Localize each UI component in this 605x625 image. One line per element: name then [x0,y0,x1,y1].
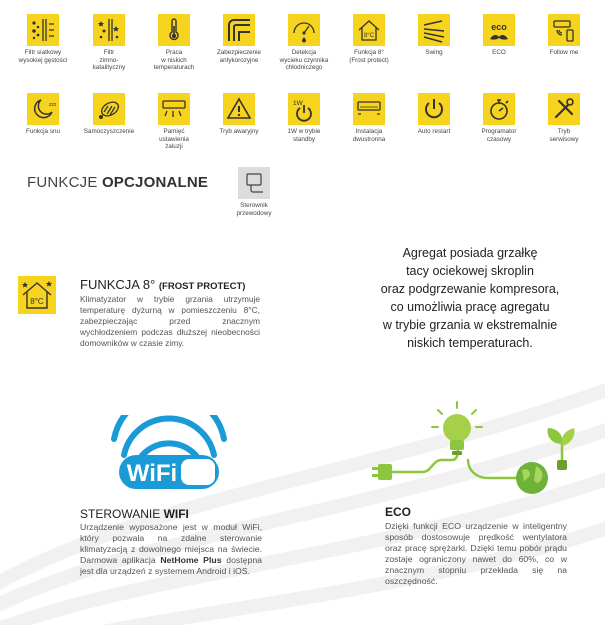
feature-emergency-mode [207,93,271,136]
feature-cold-catalyst-filter [77,14,141,72]
feature-label: Swing [425,49,443,56]
timer-icon [483,93,515,125]
frost-protect-icon [18,276,56,314]
frost-title-sub: (FROST PROTECT) [158,281,246,292]
follow-me-remote-icon [548,14,580,46]
feature-label: Auto restart [417,128,451,135]
frost-badge-text: 8°C [30,297,44,306]
feature-refrigerant-leak-detection [272,14,336,72]
warning-triangle-icon [223,93,255,125]
frost-protect-house-icon [353,14,385,46]
optional-title-bold: OPCJONALNE [101,174,209,191]
feature-self-cleaning [77,93,141,136]
feature-label: Samoczyszczenie [83,128,135,135]
feature-sleep [11,93,75,136]
feature-label: Sterownik przewodowy [236,202,272,217]
feature-anticorrosion [207,14,271,64]
feature-label: Tryb awaryjny [219,128,259,135]
wifi-title-bold: WIFI [163,507,189,521]
feature-label: Funkcja 8° (Frost protect) [349,49,389,64]
feature-label: Zabezpieczenie antykorozyjne [216,49,262,64]
auto-restart-icon [418,93,450,125]
swing-louver-icon [418,14,450,46]
anticorrosion-icon [223,14,255,46]
air-filter-icon [27,14,59,46]
wifi-app-name: NetHome Plus [160,555,222,565]
feature-frost-protect [337,14,401,64]
wifi-description [80,522,262,577]
optional-title-prefix: FUNKCJE [27,174,102,191]
feature-label: Funkcja snu [26,128,60,135]
feature-louver-memory [142,93,206,151]
feature-low-temperature [142,14,206,72]
service-tools-icon [548,93,580,125]
refrigerant-leak-detection-icon [288,14,320,46]
light-bulb-icon [432,402,482,455]
wifi-body-part2: dostępna jest dla urządzeń z systemem Android i iOS. [80,555,262,576]
sleep-icon-text: zzz [49,102,56,108]
wifi-body-part1: Urządzenie wyposażone jest w moduł WiFi, który pozwala na zdalne sterowanie klimatyzacją z dowolnego miejsca na świecie. Darmowa aplikacja [80,522,262,565]
feature-standby-1w [272,93,336,143]
feature-two-way-install [337,93,401,143]
globe-icon [516,462,548,494]
frost-title [80,277,245,292]
feature-label: Follow me [549,49,579,56]
heater-description: Agregat posiada grzałkę tacy ociekowej skroplin oraz podgrzewanie kompresora, co umożliwia pracę agregatu w trybie grzania w ekstremalnie niskich temperaturach. [380,246,560,350]
feature-service-mode [532,93,596,143]
feature-label: Praca w niskich temperaturach [153,49,195,71]
feature-eco [467,14,531,57]
self-cleaning-icon [93,93,125,125]
wifi-logo-text: WiFi [126,460,178,487]
feature-timer [467,93,531,143]
feature-label: Programator czasowy [481,128,517,143]
frost-description: Klimatyzator w trybie grzania utrzymuje temperaturę dyżurną w pomieszczeniu 8°C, zabezpieczając przed znacznym wychłodzeniem podczas dłuższej nieobecności domowników w czasie zimy. [80,294,260,348]
eco-title: ECO [385,505,412,519]
eco-icon-text: eco [491,22,507,32]
eco-illustration [372,400,582,495]
feature-label: 1W w trybie standby [287,128,321,143]
frost-title-main: FUNKCJA 8° [80,277,159,292]
frost-icon-text: 8°C [363,33,375,39]
cold-catalyst-filter-icon [93,14,125,46]
feature-swing [402,14,466,57]
wired-controller-icon [238,167,270,199]
feature-label: ECO [492,49,506,56]
standby-icon-text: 1W [293,100,303,107]
two-way-install-icon [353,93,385,125]
feature-label: Instalacja dwustronna [352,128,386,143]
eco-description: Dzięki funkcji ECO urządzenie w inteligentny sposób dostosowuje prędkość wentylatora oraz pracę sprężarki. Dzięki temu pobór prądu zostaje ograniczony nawet do 60%, co w znacznym stopniu przekłada się na oszczędność. [385,521,567,586]
sprout-icon [548,428,575,470]
plug-icon [372,464,392,480]
feature-label: Tryb serwisowy [549,128,579,143]
feature-high-density-filter [11,14,75,64]
feature-label: Filtr siatkowy wysokiej gęstości [18,49,68,64]
eco-leaf-icon [483,14,515,46]
louver-memory-icon [158,93,190,125]
wifi-logo [94,415,244,493]
sleep-moon-icon [27,93,59,125]
wifi-title [80,507,189,521]
optional-section-title [27,174,208,191]
wifi-title-prefix: STEROWANIE [80,507,164,521]
feature-label: Filtr zimno- katalityczny [92,49,126,71]
feature-follow-me [532,14,596,57]
thermometer-icon [158,14,190,46]
feature-auto-restart [402,93,466,136]
feature-label: Detekcja wycieku czynnika chłodniczego [279,49,329,71]
feature-label: Pamięć ustawienia żaluzji [159,128,189,150]
optional-wired-controller [222,167,286,217]
standby-power-icon [288,93,320,125]
